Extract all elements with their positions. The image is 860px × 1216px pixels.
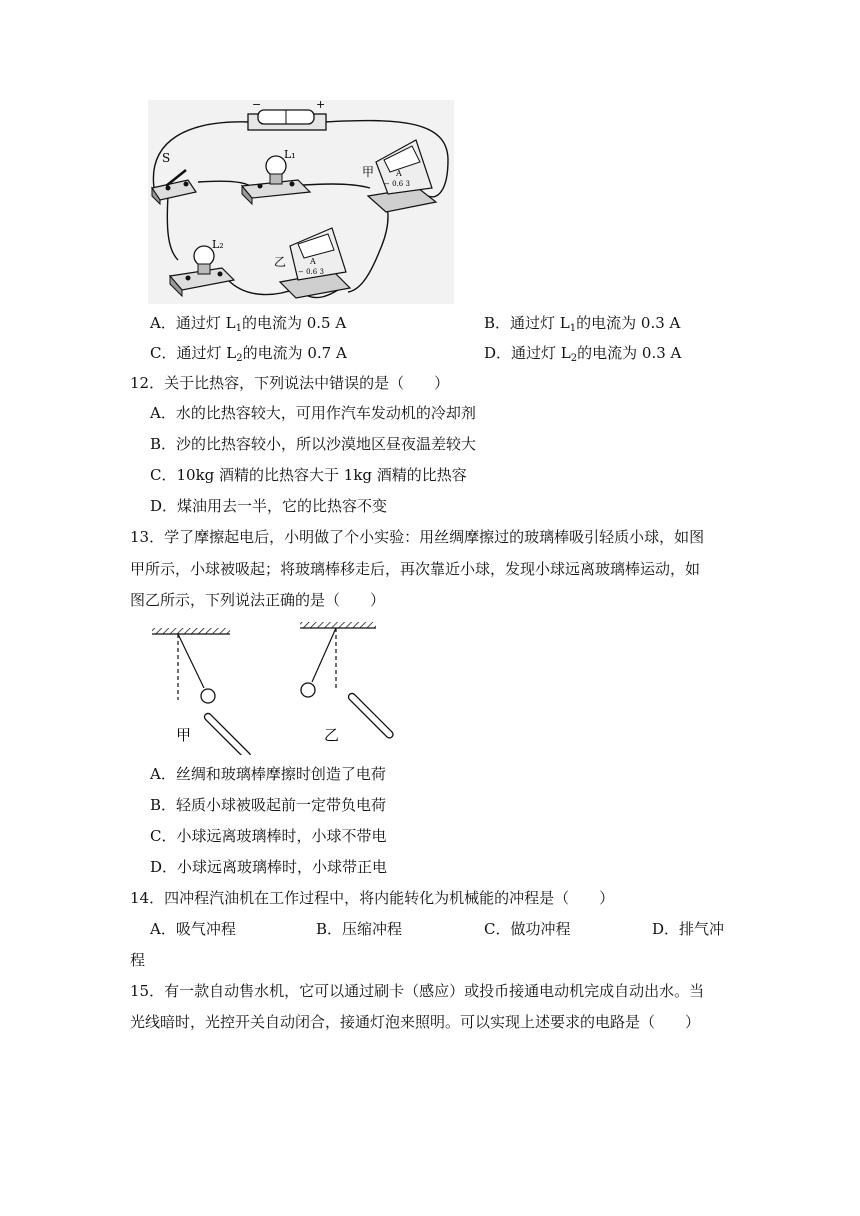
circuit-figure [148, 100, 454, 304]
ammeter-jia-a-label: A [396, 169, 402, 178]
lamp-l2-label: L₂ [212, 238, 224, 251]
q12-option-a[interactable]: A．水的比热容较大，可用作汽车发动机的冷却剂 [150, 404, 476, 422]
ammeter-jia-scale-label: − 0.6 3 [384, 180, 410, 188]
pendulum-figure [148, 620, 418, 755]
q13-option-c[interactable]: C．小球远离玻璃棒时，小球不带电 [150, 827, 387, 845]
battery-minus-label: − [252, 100, 262, 111]
q13-option-a[interactable]: A．丝绸和玻璃棒摩擦时创造了电荷 [150, 765, 386, 783]
q15-stem-line2: 光线暗时，光控开关自动闭合，接通灯泡来照明。可以实现上述要求的电路是（ ） [130, 1013, 701, 1031]
q13-stem-line1: 13．学了摩擦起电后，小明做了个小实验：用丝绸摩擦过的玻璃棒吸引轻质小球，如图 [130, 528, 705, 546]
q13-stem-line3: 图乙所示，下列说法正确的是（ ） [130, 591, 386, 609]
lamp-l1-label: L₁ [284, 148, 296, 161]
q11-option-a[interactable]: A．通过灯 $L_1$的电流为 0.5 A [150, 314, 347, 334]
q12-option-b[interactable]: B．沙的比热容较小，所以沙漠地区昼夜温差较大 [150, 435, 477, 453]
battery-plus-label: + [316, 100, 326, 111]
q14-option-a[interactable]: A．吸气冲程 [150, 920, 236, 938]
q14-stem: 14．四冲程汽油机在工作过程中，将内能转化为机械能的冲程是（ ） [130, 889, 615, 907]
q15-stem-line1: 15．有一款自动售水机，它可以通过刷卡（感应）或投币接通电动机完成自动出水。当 [130, 982, 705, 1000]
switch-label: S [162, 151, 171, 165]
q12-option-d[interactable]: D．煤油用去一半，它的比热容不变 [150, 497, 388, 515]
q13-option-d[interactable]: D．小球远离玻璃棒时，小球带正电 [150, 858, 388, 876]
q11-option-c[interactable]: C．通过灯 $L_2$的电流为 0.7 A [150, 344, 347, 364]
figure-jia-label: 甲 [176, 726, 192, 744]
q11-option-d[interactable]: D．通过灯 $L_2$的电流为 0.3 A [484, 344, 682, 364]
figure-yi-label: 乙 [324, 726, 340, 744]
q13-option-b[interactable]: B．轻质小球被吸起前一定带负电荷 [150, 796, 387, 814]
q14-option-d-wrap: 程 [130, 951, 146, 969]
ammeter-yi-scale-label: − 0.6 3 [298, 268, 324, 276]
q14-option-d[interactable]: D．排气冲 [652, 920, 725, 938]
q11-option-b[interactable]: B．通过灯 $L_1$的电流为 0.3 A [484, 314, 681, 334]
q12-stem: 12．关于比热容，下列说法中错误的是（ ） [130, 374, 450, 392]
q13-stem-line2: 甲所示，小球被吸起；将玻璃棒移走后，再次靠近小球，发现小球远离玻璃棒运动，如 [130, 560, 701, 578]
pendulum-jia [152, 628, 252, 755]
q14-option-b[interactable]: B．压缩冲程 [316, 920, 403, 938]
q14-option-c[interactable]: C．做功冲程 [484, 920, 571, 938]
q12-option-c[interactable]: C．10kg 酒精的比热容大于 1kg 酒精的比热容 [150, 466, 467, 484]
pendulum-yi [300, 622, 394, 744]
ammeter-yi-label: 乙 [274, 255, 287, 269]
ammeter-jia-label: 甲 [362, 165, 375, 179]
ammeter-yi-a-label: A [310, 257, 316, 266]
